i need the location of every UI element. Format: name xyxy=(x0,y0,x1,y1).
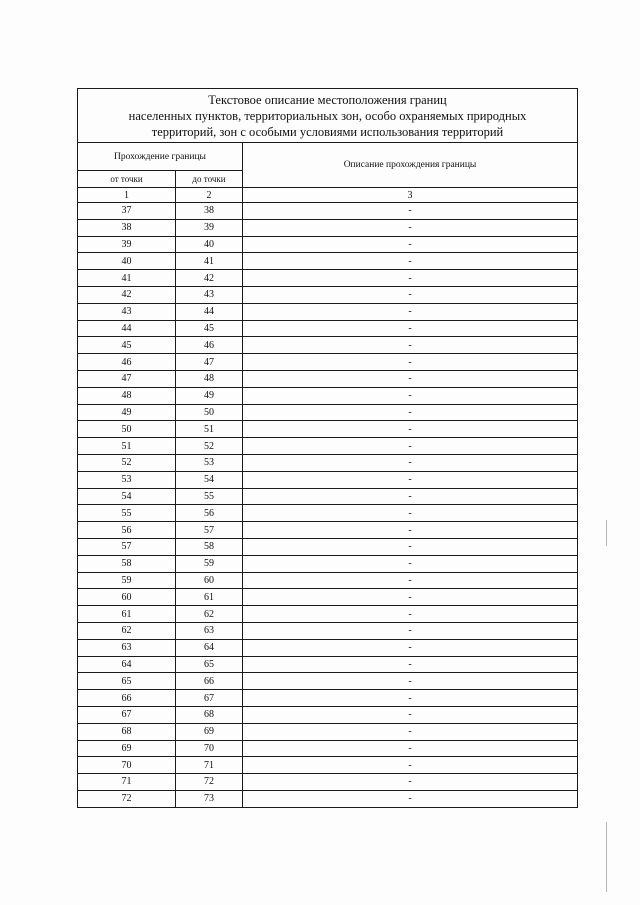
table-row xyxy=(78,253,578,270)
cell-from-point: 43 xyxy=(78,303,176,320)
cell-from-point: 69 xyxy=(78,740,176,757)
cell-from-point: 67 xyxy=(78,706,176,723)
cell-to-point: 43 xyxy=(176,286,243,303)
cell-to-point: 73 xyxy=(176,790,243,807)
table-row xyxy=(78,421,578,438)
header-row-group xyxy=(78,143,578,171)
cell-from-point: 39 xyxy=(78,236,176,253)
cell-from-point: 47 xyxy=(78,370,176,387)
cell-description: - xyxy=(243,236,578,253)
cell-from-point: 71 xyxy=(78,774,176,791)
table-row xyxy=(78,303,578,320)
cell-description: - xyxy=(243,421,578,438)
table-row xyxy=(78,555,578,572)
cell-from-point: 45 xyxy=(78,337,176,354)
column-number-1: 1 xyxy=(78,188,176,203)
cell-description: - xyxy=(243,757,578,774)
cell-from-point: 62 xyxy=(78,622,176,639)
table-row xyxy=(78,639,578,656)
cell-from-point: 57 xyxy=(78,538,176,555)
cell-to-point: 52 xyxy=(176,438,243,455)
cell-description: - xyxy=(243,572,578,589)
cell-to-point: 70 xyxy=(176,740,243,757)
table-row xyxy=(78,438,578,455)
cell-to-point: 56 xyxy=(176,505,243,522)
cell-description: - xyxy=(243,454,578,471)
table-row xyxy=(78,471,578,488)
cell-from-point: 51 xyxy=(78,438,176,455)
cell-to-point: 44 xyxy=(176,303,243,320)
title-line-2: населенных пунктов, территориальных зон, особо охраняемых природных xyxy=(128,108,527,123)
cell-description: - xyxy=(243,723,578,740)
cell-description: - xyxy=(243,253,578,270)
cell-description: - xyxy=(243,639,578,656)
cell-from-point: 37 xyxy=(78,203,176,220)
table-row xyxy=(78,320,578,337)
cell-to-point: 63 xyxy=(176,622,243,639)
table-row xyxy=(78,286,578,303)
cell-to-point: 68 xyxy=(176,706,243,723)
boundary-description-table xyxy=(77,88,578,808)
table-row xyxy=(78,522,578,539)
cell-description: - xyxy=(243,606,578,623)
table-row xyxy=(78,589,578,606)
header-to-point: до точки xyxy=(176,171,243,188)
cell-from-point: 63 xyxy=(78,639,176,656)
cell-to-point: 62 xyxy=(176,606,243,623)
table-row xyxy=(78,538,578,555)
cell-from-point: 64 xyxy=(78,656,176,673)
table-row xyxy=(78,572,578,589)
cell-to-point: 59 xyxy=(176,555,243,572)
cell-from-point: 53 xyxy=(78,471,176,488)
table-row xyxy=(78,454,578,471)
cell-to-point: 60 xyxy=(176,572,243,589)
cell-description: - xyxy=(243,404,578,421)
cell-description: - xyxy=(243,656,578,673)
table-row xyxy=(78,488,578,505)
cell-from-point: 65 xyxy=(78,673,176,690)
cell-description: - xyxy=(243,673,578,690)
cell-from-point: 68 xyxy=(78,723,176,740)
header-boundary-description: Описание прохождения границы xyxy=(243,143,578,188)
cell-to-point: 55 xyxy=(176,488,243,505)
table-row xyxy=(78,673,578,690)
table-row xyxy=(78,387,578,404)
cell-to-point: 72 xyxy=(176,774,243,791)
cell-to-point: 46 xyxy=(176,337,243,354)
cell-description: - xyxy=(243,505,578,522)
table-row xyxy=(78,622,578,639)
cell-description: - xyxy=(243,320,578,337)
table-row xyxy=(78,337,578,354)
table-row xyxy=(78,757,578,774)
cell-description: - xyxy=(243,690,578,707)
cell-description: - xyxy=(243,354,578,371)
scan-margin-mark xyxy=(606,520,607,546)
cell-description: - xyxy=(243,589,578,606)
cell-to-point: 54 xyxy=(176,471,243,488)
cell-to-point: 47 xyxy=(176,354,243,371)
cell-to-point: 57 xyxy=(176,522,243,539)
cell-to-point: 42 xyxy=(176,270,243,287)
cell-description: - xyxy=(243,387,578,404)
cell-from-point: 59 xyxy=(78,572,176,589)
cell-to-point: 65 xyxy=(176,656,243,673)
cell-from-point: 40 xyxy=(78,253,176,270)
table-row xyxy=(78,354,578,371)
cell-to-point: 40 xyxy=(176,236,243,253)
cell-description: - xyxy=(243,203,578,220)
cell-description: - xyxy=(243,471,578,488)
cell-description: - xyxy=(243,555,578,572)
cell-description: - xyxy=(243,706,578,723)
cell-description: - xyxy=(243,488,578,505)
title-row xyxy=(78,89,578,143)
table-row xyxy=(78,774,578,791)
cell-description: - xyxy=(243,286,578,303)
cell-to-point: 38 xyxy=(176,203,243,220)
cell-to-point: 69 xyxy=(176,723,243,740)
cell-from-point: 70 xyxy=(78,757,176,774)
cell-to-point: 48 xyxy=(176,370,243,387)
cell-from-point: 72 xyxy=(78,790,176,807)
cell-description: - xyxy=(243,303,578,320)
cell-from-point: 49 xyxy=(78,404,176,421)
table-row xyxy=(78,706,578,723)
cell-description: - xyxy=(243,790,578,807)
cell-from-point: 42 xyxy=(78,286,176,303)
header-from-point: от точки xyxy=(78,171,176,188)
cell-description: - xyxy=(243,740,578,757)
cell-description: - xyxy=(243,370,578,387)
title-line-3: территорий, зон с особыми условиями использования территорий xyxy=(151,124,504,139)
cell-from-point: 44 xyxy=(78,320,176,337)
header-boundary-passage: Прохождение границы xyxy=(78,143,243,171)
title-line-1: Текстовое описание местоположения границ xyxy=(208,92,447,107)
cell-description: - xyxy=(243,522,578,539)
cell-from-point: 41 xyxy=(78,270,176,287)
column-number-3: 3 xyxy=(243,188,578,203)
cell-to-point: 67 xyxy=(176,690,243,707)
cell-from-point: 60 xyxy=(78,589,176,606)
cell-to-point: 66 xyxy=(176,673,243,690)
cell-from-point: 46 xyxy=(78,354,176,371)
cell-from-point: 61 xyxy=(78,606,176,623)
table-row xyxy=(78,656,578,673)
cell-description: - xyxy=(243,337,578,354)
column-number-2: 2 xyxy=(176,188,243,203)
cell-to-point: 58 xyxy=(176,538,243,555)
table-row xyxy=(78,203,578,220)
table-row xyxy=(78,404,578,421)
table-row xyxy=(78,505,578,522)
table-row xyxy=(78,236,578,253)
table-row xyxy=(78,270,578,287)
cell-from-point: 54 xyxy=(78,488,176,505)
table-row xyxy=(78,723,578,740)
cell-from-point: 48 xyxy=(78,387,176,404)
cell-from-point: 56 xyxy=(78,522,176,539)
cell-from-point: 38 xyxy=(78,219,176,236)
cell-to-point: 64 xyxy=(176,639,243,656)
cell-to-point: 51 xyxy=(176,421,243,438)
table-row xyxy=(78,740,578,757)
cell-description: - xyxy=(243,438,578,455)
cell-from-point: 50 xyxy=(78,421,176,438)
cell-description: - xyxy=(243,774,578,791)
cell-from-point: 55 xyxy=(78,505,176,522)
header-row-numbers xyxy=(78,188,578,203)
cell-from-point: 66 xyxy=(78,690,176,707)
cell-description: - xyxy=(243,270,578,287)
cell-to-point: 41 xyxy=(176,253,243,270)
cell-to-point: 71 xyxy=(176,757,243,774)
table-title xyxy=(78,89,578,143)
cell-to-point: 50 xyxy=(176,404,243,421)
cell-to-point: 45 xyxy=(176,320,243,337)
scan-margin-mark xyxy=(606,822,607,892)
table-row xyxy=(78,370,578,387)
cell-to-point: 49 xyxy=(176,387,243,404)
cell-to-point: 53 xyxy=(176,454,243,471)
cell-to-point: 61 xyxy=(176,589,243,606)
table-row xyxy=(78,219,578,236)
cell-description: - xyxy=(243,622,578,639)
table-row xyxy=(78,606,578,623)
table-row xyxy=(78,690,578,707)
cell-to-point: 39 xyxy=(176,219,243,236)
cell-description: - xyxy=(243,538,578,555)
cell-description: - xyxy=(243,219,578,236)
table-row xyxy=(78,790,578,807)
cell-from-point: 52 xyxy=(78,454,176,471)
cell-from-point: 58 xyxy=(78,555,176,572)
